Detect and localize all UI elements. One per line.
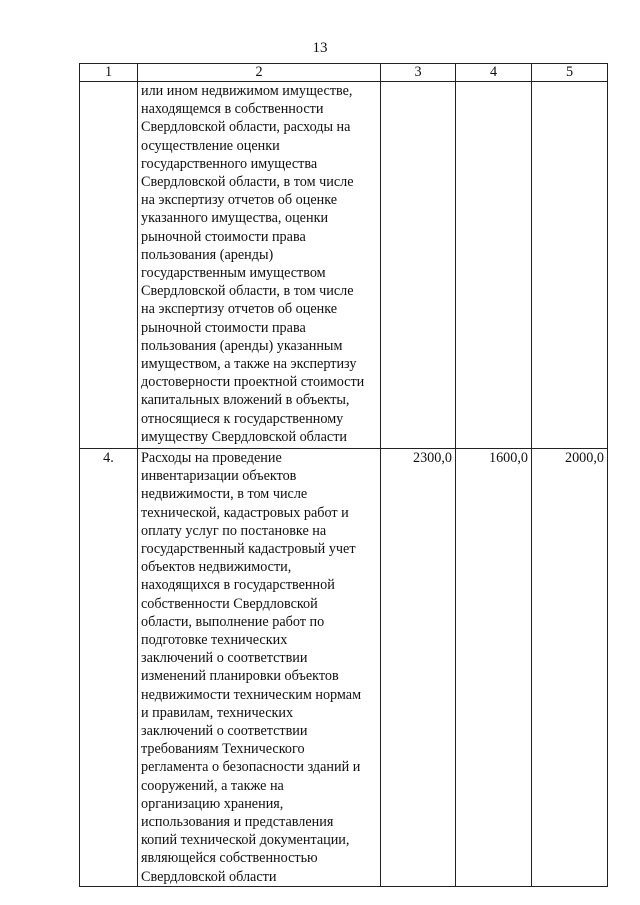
description-line: рыночной стоимости права bbox=[141, 228, 306, 245]
description-line: сооружений, а также на bbox=[141, 777, 284, 794]
row-description-cell bbox=[138, 449, 381, 887]
description-line: капитальных вложений в объекты, bbox=[141, 392, 350, 409]
description-line: Свердловской области, в том числе bbox=[141, 283, 354, 300]
description-line: осуществление оценки bbox=[141, 137, 280, 154]
description-line: Расходы на проведение bbox=[141, 450, 282, 466]
row-value-col3 bbox=[381, 82, 456, 449]
description-line: технической, кадастровых работ и bbox=[141, 504, 349, 521]
description-line: копий технической документации, bbox=[141, 832, 350, 849]
row-value-col5: 2000,0 bbox=[532, 449, 608, 887]
description-line: регламента о безопасности зданий и bbox=[141, 759, 361, 776]
description-line: имуществу Свердловской области bbox=[141, 428, 348, 445]
description-line: на экспертизу отчетов об оценке bbox=[141, 192, 338, 209]
description-line: и правилам, технических bbox=[141, 704, 294, 721]
column-header-3: 3 bbox=[381, 64, 456, 82]
description-line: государственного имущества bbox=[141, 155, 318, 172]
row-number-cell bbox=[80, 82, 138, 449]
description-line: недвижимости, в том числе bbox=[141, 486, 308, 503]
description-line: являющейся собственностью bbox=[141, 850, 318, 867]
description-line: имуществом, а также на экспертизу bbox=[141, 356, 357, 373]
table-header-row bbox=[80, 64, 608, 82]
description-line: на экспертизу отчетов об оценке bbox=[141, 301, 338, 318]
description-line: Свердловской области bbox=[141, 868, 277, 885]
description-line: находящихся в государственной bbox=[141, 577, 335, 594]
description-line: находящемся в собственности bbox=[141, 101, 324, 118]
description-line: государственный кадастровый учет bbox=[141, 541, 356, 558]
description-line: изменений планировки объектов bbox=[141, 668, 339, 685]
row-value-col3: 2300,0 bbox=[381, 449, 456, 887]
column-header-5: 5 bbox=[532, 64, 608, 82]
table-row bbox=[80, 82, 608, 449]
description-line: заключений о соответствии bbox=[141, 650, 308, 667]
description-line: собственности Свердловской bbox=[141, 595, 318, 612]
description-line: государственным имуществом bbox=[141, 265, 326, 282]
description-line: организацию хранения, bbox=[141, 795, 284, 812]
description-line: указанного имущества, оценки bbox=[141, 210, 329, 227]
description-line: подготовке технических bbox=[141, 632, 288, 649]
description-line: Свердловской области, в том числе bbox=[141, 174, 354, 191]
row-description-cell bbox=[138, 82, 381, 449]
row-value-col5 bbox=[532, 82, 608, 449]
row-value-col4 bbox=[456, 82, 532, 449]
description-line: Свердловской области, расходы на bbox=[141, 119, 351, 136]
description-line: достоверности проектной стоимости bbox=[141, 374, 365, 391]
page-number: 13 bbox=[312, 40, 328, 56]
row-value-col4: 1600,0 bbox=[456, 449, 532, 887]
description-line: рыночной стоимости права bbox=[141, 319, 306, 336]
budget-table bbox=[79, 63, 608, 887]
description-line: требованиям Технического bbox=[141, 741, 305, 758]
description-line: объектов недвижимости, bbox=[141, 559, 292, 576]
description-line: относящиеся к государственному bbox=[141, 410, 344, 427]
description-line: недвижимости техническим нормам bbox=[141, 686, 362, 703]
description-line: области, выполнение работ по bbox=[141, 613, 325, 630]
row-number-cell: 4. bbox=[80, 449, 138, 887]
description-line: использования и представления bbox=[141, 814, 334, 831]
description-line: пользования (аренды) bbox=[141, 246, 274, 263]
column-header-4: 4 bbox=[456, 64, 532, 82]
description-line: заключений о соответствии bbox=[141, 723, 308, 740]
description-line: оплату услуг по постановке на bbox=[141, 522, 327, 539]
description-line: или ином недвижимом имуществе, bbox=[141, 83, 353, 99]
column-header-1: 1 bbox=[80, 64, 138, 82]
table-row bbox=[80, 449, 608, 887]
description-line: инвентаризации объектов bbox=[141, 468, 297, 485]
column-header-2: 2 bbox=[138, 64, 381, 82]
description-line: пользования (аренды) указанным bbox=[141, 337, 343, 354]
